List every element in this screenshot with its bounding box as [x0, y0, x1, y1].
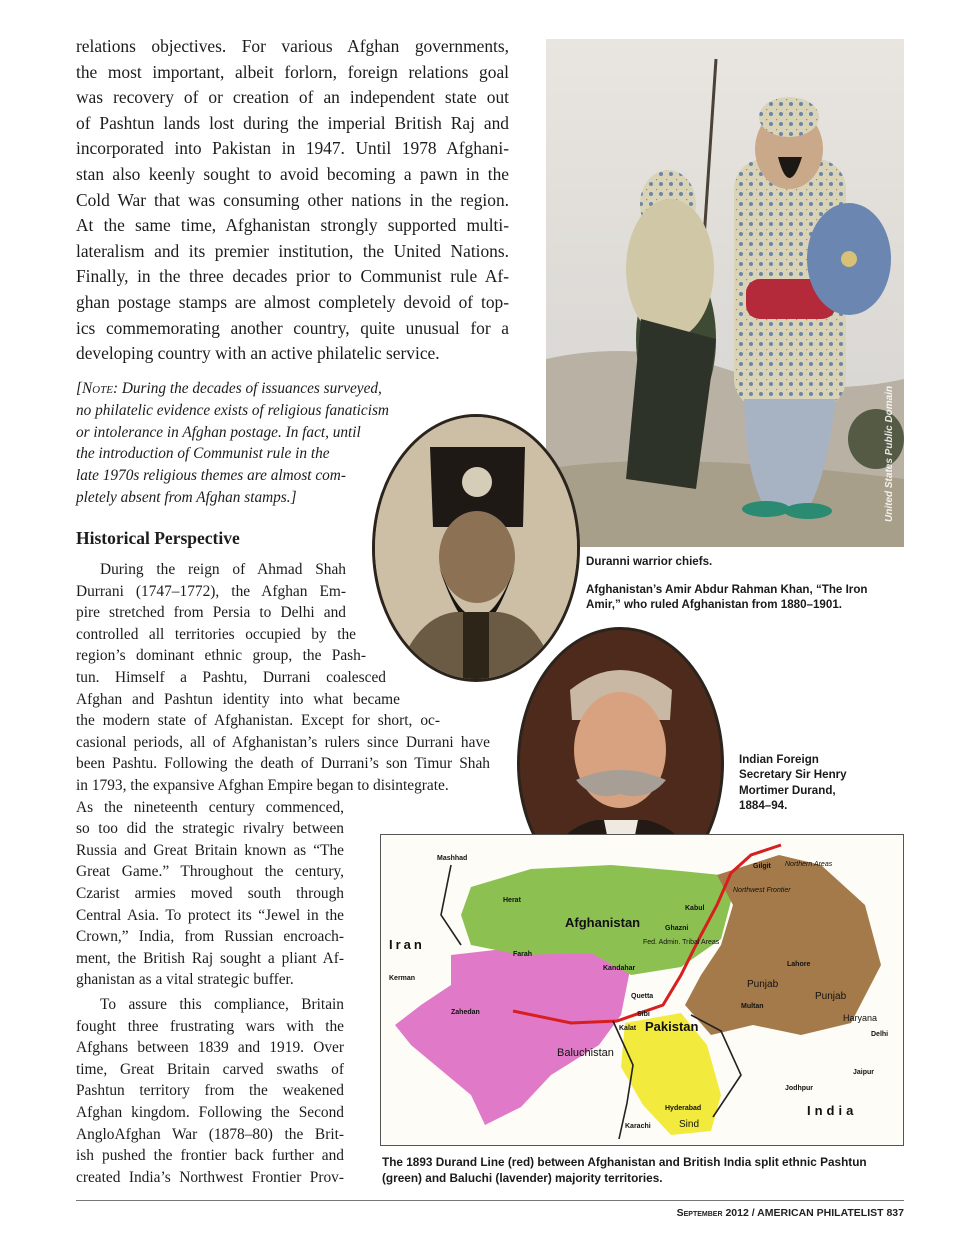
text-line: Russia and Great Britain known as “The [76, 841, 344, 859]
map-label-ghazni: Ghazni [665, 925, 689, 932]
map-label-afghanistan: Afghanistan [565, 915, 641, 930]
text-line: Pashtun territory from the weakened [76, 1082, 344, 1100]
intro-paragraph [76, 34, 509, 367]
text-line: fought three frustrating wars with the [76, 1017, 344, 1035]
text-line: the most important, albeit forlorn, foreign relations goal [76, 61, 509, 82]
text-line: time, Great Britain carved swaths of [76, 1060, 344, 1078]
text-line: pire stretched from Persia to Delhi and [76, 604, 346, 622]
durand-line-map [380, 834, 904, 1146]
map-region-baluchi [395, 945, 631, 1125]
text-line: ghanistan as a vital strategic buffer. [76, 971, 294, 989]
map-label-sibi: Sibi [637, 1011, 650, 1018]
page-footer: September 2012 / AMERICAN PHILATELIST 837 [676, 1207, 904, 1219]
text-line: Crown,” India, from Russian encroach- [76, 928, 344, 946]
text-line: incorporated into Pakistan in 1947. Until 1978 Afghani- [76, 138, 509, 159]
map-caption: The 1893 Durand Line (red) between Afghanistan and British India split ethnic Pashtun (green) and Baluchi (lavender) majority territories. [382, 1155, 867, 1185]
text-line: Afghan and Pashtun identity into what became [76, 690, 400, 708]
text-line: relations objectives. For various Afghan governments, [76, 36, 509, 56]
warrior-chiefs-illustration [546, 39, 904, 547]
map-label-kabul: Kabul [685, 905, 705, 912]
map-label-multan: Multan [741, 1003, 764, 1010]
map-label-gilgit: Gilgit [753, 863, 771, 870]
text-line: was recovery of or creation of an independent state out [76, 87, 509, 108]
text-line: casional periods, all of Afghanistan’s rulers since Durrani have [76, 733, 490, 751]
map-label-baluchistan: Baluchistan [557, 1047, 614, 1059]
map-label-punjab-in: Punjab [815, 991, 847, 1002]
text-line: During the reign of Ahmad Shah [100, 561, 346, 578]
map-label-kandahar: Kandahar [603, 965, 636, 972]
text-line: Afghan kingdom. Following the Second [76, 1103, 344, 1121]
map-label-pakistan: Pakistan [645, 1019, 699, 1034]
map-label-herat: Herat [503, 897, 521, 904]
text-line: ics commemorating another country, quite unusual for a [76, 317, 509, 338]
text-line: Durrani (1747–1772), the Afghan Em- [76, 582, 346, 600]
text-line: ghan postage stamps are almost completely devoid of top- [76, 291, 509, 312]
editor-note: [Note: During the decades of issuances surveyed, no philatelic evidence exists of religious fanaticism or intolerance in Afghan postage. In fact, until the introduction of Communist rule in the late 1970s religious themes are almost com- pletely absent from Afghan stamps.] [76, 380, 389, 506]
footer-rule [76, 1200, 904, 1201]
map-label-zahedan: Zahedan [451, 1009, 480, 1016]
map-label-haryana: Haryana [843, 1013, 878, 1023]
text-line: Great Game.” Throughout the century, [76, 863, 344, 881]
text-line: controlled all territories occupied by the [76, 625, 356, 643]
text-line: ment, the British Raj sought a pliant Af- [76, 949, 344, 967]
map-label-lahore: Lahore [787, 961, 811, 968]
map-label-punjab-pk: Punjab [747, 979, 779, 990]
text-line: of Pashtun lands lost during the imperial British Raj and [76, 112, 509, 133]
text-line: ish pushed the frontier back further and [76, 1147, 344, 1165]
text-line: developing country with an active philatelic service. [76, 343, 440, 364]
text-line: Finally, in the three decades prior to Communist rule Af- [76, 266, 509, 287]
text-line: Czarist armies moved south through [76, 884, 344, 902]
map-label-jodhpur: Jodhpur [785, 1085, 813, 1092]
map-label-jaipur: Jaipur [853, 1069, 875, 1076]
history-paragraph-2 [76, 994, 344, 1188]
note-label: Note [81, 380, 113, 397]
section-heading: Historical Perspective [76, 528, 240, 548]
durand-caption: Indian Foreign Secretary Sir Henry Mortimer Durand, 1884–94. [739, 753, 847, 813]
text-line: As the nineteenth century commenced, [76, 798, 344, 816]
text-line: Central Asia. To protect its “Jewel in the [76, 906, 344, 924]
map-label-quetta: Quetta [631, 993, 654, 1000]
photo-credit: United States Public Domain [884, 385, 895, 522]
warriors-caption: Duranni warrior chiefs. [586, 555, 713, 568]
map-label-mashhad: Mashhad [437, 855, 468, 862]
map-label-farah: Farah [513, 951, 533, 958]
text-line: created India’s Northwest Frontier Prov- [76, 1168, 344, 1186]
text-line: region’s dominant ethnic group, the Pash- [76, 647, 366, 665]
map-label-karachi: Karachi [625, 1123, 651, 1130]
amir-portrait [372, 414, 580, 682]
map-label-nwfp: Northwest Frontier [733, 887, 791, 894]
map-label-india: India [807, 1103, 858, 1118]
map-label-sind: Sind [679, 1119, 700, 1130]
text-line: the modern state of Afghanistan. Except for short, oc- [76, 712, 440, 730]
text-line: in 1793, the expansive Afghan Empire began to disintegrate. [76, 776, 449, 794]
text-line: AngloAfghan War (1878–80) the Brit- [76, 1125, 344, 1143]
text-line: been Pashtu. Following the death of Durrani’s son Timur Shah [76, 755, 490, 773]
text-line: Cold War that was consuming other nations in the region. [76, 189, 509, 210]
map-label-hyderabad: Hyderabad [665, 1105, 702, 1112]
map-label-iran: Iran [389, 937, 425, 952]
map-label-delhi: Delhi [871, 1031, 889, 1038]
text-line: stan also keenly sought to avoid becoming a pawn in the [76, 163, 509, 184]
text-line: so too did the strategic rivalry between [76, 820, 344, 838]
map-label-fed-admin: Fed. Admin. Tribal Areas [643, 939, 720, 946]
map-label-kerman: Kerman [389, 975, 416, 982]
text-line: Afghans between 1839 and 1919. Over [76, 1039, 344, 1057]
text-line: At the same time, Afghanistan strongly supported multi- [76, 215, 509, 236]
map-label-kalat: Kalat [619, 1025, 637, 1032]
map-label-northern-areas: Northern Areas [785, 861, 833, 868]
text-line: lateralism and its premier institution, the United Nations. [76, 240, 509, 261]
text-line: To assure this compliance, Britain [100, 996, 344, 1013]
amir-caption: Afghanistan’s Amir Abdur Rahman Khan, “The Iron Amir,” who ruled Afghanistan from 1880–1901. [586, 583, 868, 612]
text-line: tun. Himself a Pashtu, Durrani coalesced [76, 668, 386, 686]
